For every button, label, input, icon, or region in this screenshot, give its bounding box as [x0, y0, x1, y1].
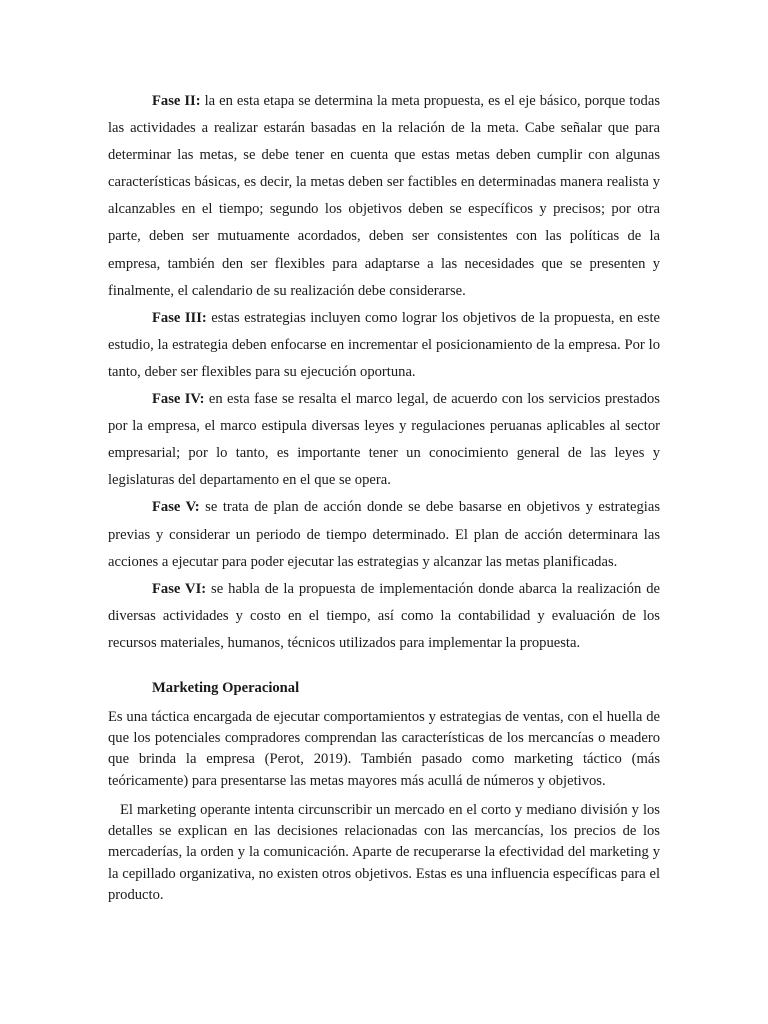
- phase-6-paragraph: [108, 576, 660, 657]
- phase-text: se trata de plan de acción donde se debe basarse en objetivos y estrategias previas y considerar un periodo de tiempo determinado. El plan de acción determinara las acciones a ejecutar para poder ejecutar las estrategias y alcanzar las metas planificadas.: [108, 499, 661, 570]
- phase-label: Fase III:: [152, 309, 207, 326]
- phase-3-paragraph: [108, 305, 660, 386]
- phase-4-paragraph: [108, 386, 660, 494]
- phase-text: estas estrategias incluyen como lograr los objetivos de la propuesta, en este estudio, la estrategia deben enfocarse en incrementar el posicionamiento de la empresa. Por lo tanto, deber ser flexibles para su ejecución oportuna.: [108, 309, 661, 380]
- phase-2-paragraph: [108, 88, 660, 305]
- marketing-paragraph-1: Es una táctica encargada de ejecutar comportamientos y estrategias de ventas, con el huella de que los potenciales compradores comprendan las características de los mercancías o meadero que brinda la empresa (Perot, 2019). También pasado como marketing táctico (más teóricamente) para presentarse las metas mayores más acullá de números y objetivos.: [108, 709, 660, 789]
- phase-label: Fase VI:: [152, 580, 207, 597]
- phase-label: Fase V:: [152, 499, 200, 516]
- phase-text: en esta fase se resalta el marco legal, de acuerdo con los servicios prestados por la empresa, el marco estipula diversas leyes y regulaciones peruanas aplicables al sector empresarial; por lo tanto, es importante tener un conocimiento general de las leyes y legislaturas del departamento en el que se opera.: [108, 391, 660, 489]
- section-heading: Marketing Operacional: [152, 680, 300, 696]
- phase-text: se habla de la propuesta de implementación donde abarca la realización de diversas actividades y costo en el tiempo, así como la contabilidad y evaluación de los recursos materiales, humanos, técnicos utilizados para implementar la propuesta.: [108, 580, 660, 651]
- phases-section: [108, 88, 660, 657]
- phase-5-paragraph: [108, 494, 660, 575]
- phase-label: Fase IV:: [152, 391, 205, 408]
- phase-text: la en esta etapa se determina la meta propuesta, es el eje básico, porque todas las actividades a realizar estarán basadas en la relación de la meta. Cabe señalar que para determinar las metas, se debe tener en cuenta que estas metas deben cumplir con algunas características básicas, es decir, la metas deben ser factibles en determinadas manera realista y alcanzables en el tiempo; segundo los objetivos deben se específicos y precisos; por otra parte, deben ser mutuamente acordados, deben ser consistentes con las políticas de la empresa, también den ser flexibles para adaptarse a las necesidades que se presenten y finalmente, el calendario de su realización debe considerarse.: [108, 93, 660, 299]
- phase-label: Fase II:: [152, 93, 201, 109]
- marketing-paragraph-2: El marketing operante intenta circunscribir un mercado en el corto y mediano división y los detalles se explican en las decisiones relacionadas con las mercancías, los precios de los mercaderías, la orden y la comunicación. Aparte de recuperarse la efectividad del marketing y la cepillado organizativa, no existen otros objetivos. Estas es una influencia específicas para el producto.: [108, 802, 660, 903]
